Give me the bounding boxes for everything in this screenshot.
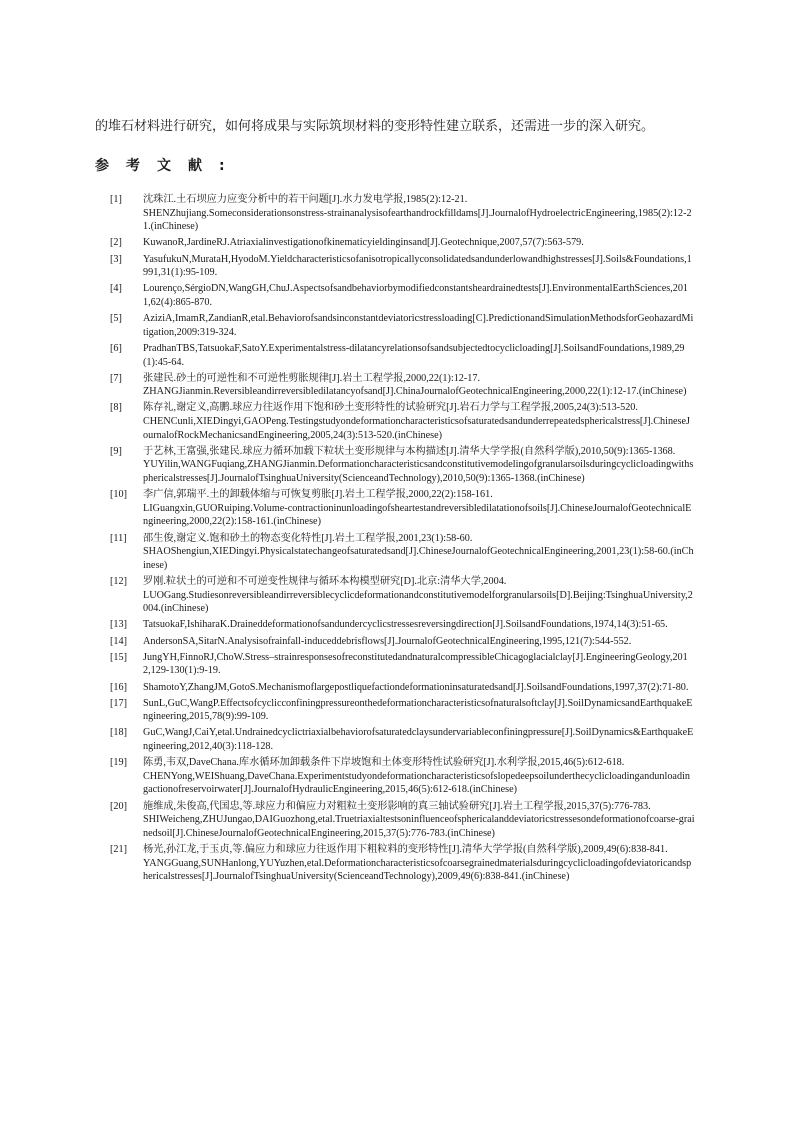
reference-item: [110, 236, 695, 250]
reference-citation: YasufukuN,MurataH,HyodoM.Yieldcharacteristicsofanisotropicallyconsolidatedsandunderlowandhighstresses[J].Soils&Foundations,1991,31(1):95-109.: [143, 253, 692, 279]
reference-number: [16]: [110, 681, 127, 693]
reference-item: [110, 532, 695, 573]
reference-citation: AndersonSA,SitarN.Analysisofrainfall-induceddebrisflows[J].JournalofGeotechnicalEngineering,1995,121(7):544-552.: [143, 635, 632, 647]
reference-text: [143, 651, 695, 678]
reference-translation: LIGuangxin,GUORuiping.Volume-contractioninunloadingofsheartestandreversibledilatationofsoils[J].ChineseJournalofGeotechnicalEngineering,2000,22(2):158-161.(inChinese): [143, 502, 692, 528]
reference-translation: YUYilin,WANGFuqiang,ZHANGJianmin.Deformationcharacteristicsandconstitutivemodelingofgranularsoilsduringcyclicloadingwithsphericalstresses[J].JournalofTsinghuaUniversity(ScienceandTechnology),2010,50(9):1365-1368.(inChinese): [143, 459, 694, 485]
reference-citation: 陈存礼,谢定义,高鹏.球应力往返作用下饱和砂土变形特性的试验研究[J].岩石力学与工程学报,2005,24(3):513-520.: [143, 402, 638, 414]
reference-item: [110, 445, 695, 486]
reference-citation: 杨光,孙江龙,于玉贞,等.偏应力和球应力往返作用下粗粒料的变形特性[J].清华大学学报(自然科学版),2009,49(6):838-841.: [143, 844, 668, 855]
reference-number: [2]: [110, 237, 122, 249]
reference-citation: 李广信,郭瑞平.土的卸载体缩与可恢复剪胀[J].岩土工程学报,2000,22(2):158-161.: [143, 489, 493, 501]
reference-item: [110, 618, 695, 632]
reference-item: [110, 575, 695, 616]
reference-number: [20]: [110, 800, 127, 812]
reference-translation: CHENCunli,XIEDingyi,GAOPeng.Testingstudyondeformationcharacteristicsofsaturatedsandunderrepeatedsphericalstress[J].ChineseJournalofRockMechanicsandEngineering,2005,24(3):513-520.(inChinese): [143, 416, 691, 441]
reference-number: [13]: [110, 619, 127, 631]
reference-text: [143, 488, 695, 529]
reference-translation: CHENYong,WEIShuang,DaveChana.Experimentstudyondeformationcharacteristicsofslopedeepsoilunderthecyclicloadingandunloadingactionofreservoirwater[J].JournalofHydraulicEngineering,2015,46(5):612-618.(inChinese): [143, 770, 690, 796]
reference-translation: SHIWeicheng,ZHUJungao,DAIGuozhong,etal.Truetriaxialtestsoninfluenceofsphericalanddeviatoricstressesondeformationofcoarse-grainedsoil[J].ChineseJournalofGeotechnicalEngineering,2015,37(5):776-783.(inChinese): [143, 814, 695, 839]
reference-item: [110, 697, 695, 724]
reference-list: [110, 193, 695, 886]
reference-item: [110, 843, 695, 884]
reference-text: [143, 193, 695, 234]
reference-translation: LUOGang.Studiesonreversibleandirreversiblecyclicdeformationandconstitutivemodelforgranularsoils[D].Beijing:TsinghuaUniversity,2004.(inChinese): [143, 589, 693, 615]
reference-item: [110, 282, 695, 309]
reference-item: [110, 756, 695, 797]
reference-item: [110, 651, 695, 678]
reference-citation: 罗刚.粒状土的可逆和不可逆变性规律与循环本构模型研究[D].北京:清华大学,2004.: [143, 575, 507, 587]
reference-citation: JungYH,FinnoRJ,ChoW.Stress–strainresponsesofreconstitutedandnaturalcompressibleChicagoglacialclay[J].EngineeringGeology,2012,129-130(1):9-19.: [143, 651, 688, 677]
reference-translation: SHAOShengiun,XIEDingyi.Physicalstatechangeofsaturatedsand[J].ChineseJournalofGeotechnicalEngineering,2001,23(1):58-60.(inChinese): [143, 546, 694, 571]
reference-citation: 沈珠江.土石坝应力应变分析中的若干问题[J].水力发电学报,1985(2):12-21.: [143, 194, 468, 205]
reference-text: [143, 282, 695, 309]
reference-number: [10]: [110, 489, 127, 501]
reference-text: [143, 253, 695, 280]
reference-citation: PradhanTBS,TatsuokaF,SatoY.Experimentalstress-dilatancyrelationsofsandsubjectedtocyclicloading[J].SoilsandFoundations,1989,29(1):45-64.: [143, 342, 685, 368]
reference-item: [110, 401, 695, 442]
reference-item: [110, 635, 695, 649]
reference-citation: Lourenço,SérgioDN,WangGH,ChuJ.Aspectsofsandbehaviorbymodifiedconstantsheardrainedtests[J].EnvironmentalEarthSciences,2011,62(4):865-870.: [143, 283, 689, 308]
reference-number: [6]: [110, 342, 122, 354]
reference-text: [143, 342, 695, 369]
reference-citation: GuC,WangJ,CaiY,etal.Undrainedcyclictriaxialbehaviorofsaturatedclaysundervariableconfiningpressure[J].SoilDynamics&EarthquakeEngineering,2012,40(3):118-128.: [143, 727, 694, 753]
reference-text: [143, 635, 695, 649]
reference-text: [143, 756, 695, 797]
reference-number: [5]: [110, 313, 122, 325]
reference-citation: AziziA,ImamR,ZandianR,etal.Behaviorofsandsinconstantdeviatoricstressloading[C].PredictionandSimulationMethodsforGeohazardMitigation,2009:319-324.: [143, 313, 694, 338]
reference-translation: SHENZhujiang.Someconsiderationsonstress-strainanalysisofearthandrockfilldams[J].JournalofHydroelectricEngineering,1985(2):12-21.(inChinese): [143, 207, 692, 233]
reference-number: [18]: [110, 727, 127, 739]
reference-item: [110, 342, 695, 369]
reference-number: [3]: [110, 253, 122, 265]
reference-text: [143, 445, 695, 486]
reference-item: [110, 312, 695, 339]
reference-number: [17]: [110, 697, 127, 709]
reference-number: [21]: [110, 844, 127, 855]
reference-citation: ShamotoY,ZhangJM,GotoS.Mechanismoflargepostliquefactiondeformationinsaturatedsand[J].SoilsandFoundations,1997,37(2):71-80.: [143, 681, 689, 693]
reference-text: [143, 312, 695, 339]
reference-translation: YANGGuang,SUNHanlong,YUYuzhen,etal.Deformationcharacteristicsofcoarsegrainedmaterialsduringcyclicloadingofdeviatoricandsphericalstresses[J].JournalofTsinghuaUniversity(ScienceandTechnology),2009,49(6):838-841.(inChinese): [143, 857, 692, 883]
reference-item: [110, 372, 695, 399]
reference-citation: SunL,GuC,WangP.Effectsofcyclicconfiningpressureonthedeformationcharacteristicsofnaturalsoftclay[J].SoilDynamicsandEarthquakeEngineering,2015,78(9):99-109.: [143, 697, 693, 723]
reference-text: [143, 697, 695, 724]
reference-item: [110, 800, 695, 841]
reference-citation: 于艺林,王富强,张建民.球应力循环加载下粒状土变形规律与本构描述[J].清华大学学报(自然科学版),2010,50(9):1365-1368.: [143, 445, 676, 457]
reference-text: [143, 236, 695, 250]
reference-item: [110, 681, 695, 695]
reference-text: [143, 726, 695, 753]
reference-item: [110, 193, 695, 234]
reference-number: [19]: [110, 757, 127, 769]
reference-number: [1]: [110, 194, 122, 205]
reference-text: [143, 800, 695, 841]
reference-number: [14]: [110, 635, 127, 647]
reference-number: [7]: [110, 372, 122, 384]
reference-text: [143, 401, 695, 442]
references-heading: 参考文献:: [95, 158, 242, 174]
reference-translation: ZHANGJianmin.Reversibleandirreversibledilatancyofsand[J].ChinaJournalofGeotechnicalEngineering,2000,22(1):12-17.(inChinese): [143, 386, 687, 398]
reference-citation: 陈勇,韦双,DaveChana.库水循环加卸载条件下岸坡饱和土体变形特性试验研究[J].水利学报,2015,46(5):612-618.: [143, 757, 625, 769]
reference-text: [143, 843, 695, 884]
reference-text: [143, 532, 695, 573]
reference-item: [110, 253, 695, 280]
reference-number: [11]: [110, 532, 127, 544]
reference-text: [143, 618, 695, 632]
reference-number: [12]: [110, 575, 127, 587]
reference-citation: TatsuokaF,IshiharaK.Draineddeformationofsandundercyclicstressesreversingdirection[J].SoilsandFoundations,1974,14(3):51-65.: [143, 619, 668, 631]
reference-text: [143, 372, 695, 399]
reference-number: [4]: [110, 283, 122, 295]
reference-number: [8]: [110, 402, 122, 414]
reference-citation: KuwanoR,JardineRJ.Atriaxialinvestigationofkinematicyieldinginsand[J].Geotechnique,2007,57(7):563-579.: [143, 237, 584, 249]
intro-paragraph: 的堆石材料进行研究，如何将成果与实际筑坝材料的变形特性建立联系，还需进一步的深入研究。: [95, 119, 655, 134]
reference-item: [110, 488, 695, 529]
reference-text: [143, 575, 695, 616]
reference-citation: 施维成,朱俊高,代国忠,等.球应力和偏应力对粗粒土变形影响的真三轴试验研究[J].岩土工程学报,2015,37(5):776-783.: [143, 800, 651, 812]
reference-number: [9]: [110, 445, 122, 457]
reference-citation: 张建民.砂土的可逆性和不可逆性剪胀规律[J].岩土工程学报,2000,22(1):12-17.: [143, 372, 481, 384]
reference-text: [143, 681, 695, 695]
reference-citation: 邵生俊,谢定义.饱和砂土的物态变化特性[J].岩土工程学报,2001,23(1):58-60.: [143, 532, 473, 544]
reference-item: [110, 726, 695, 753]
reference-number: [15]: [110, 651, 127, 663]
